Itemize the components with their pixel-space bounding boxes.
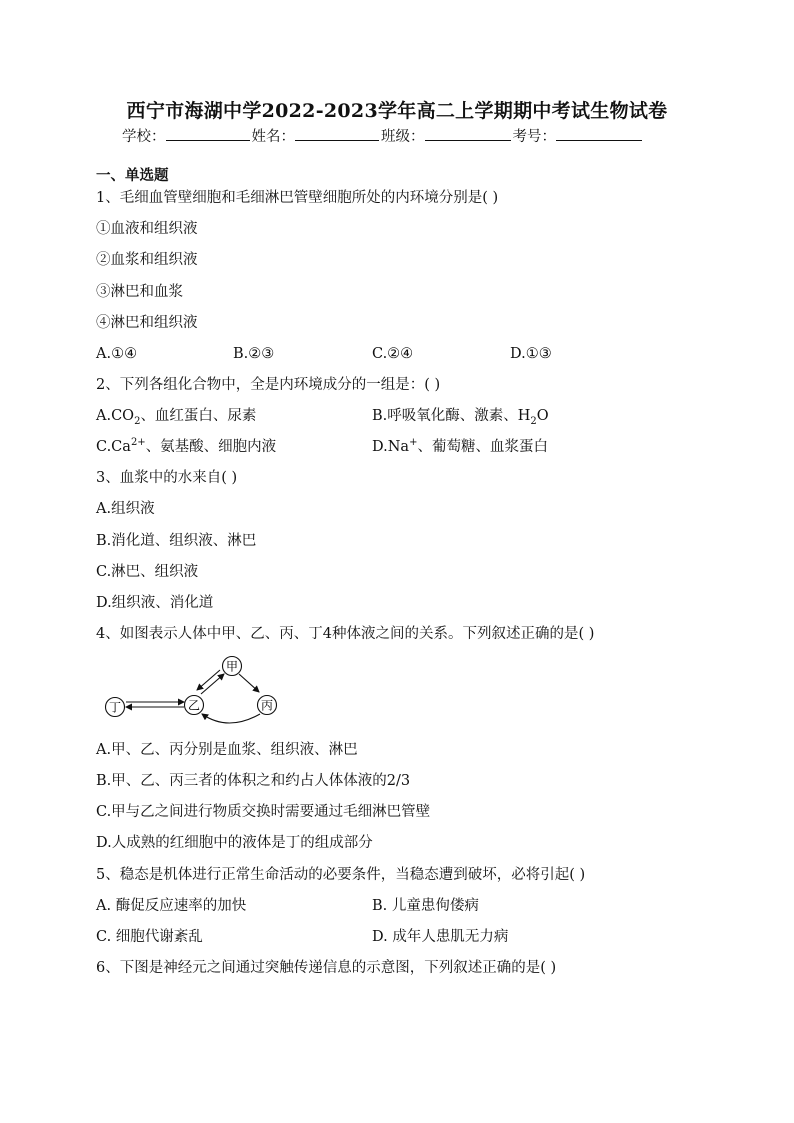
arrow-bing-to-yi xyxy=(202,714,260,723)
body-fluid-diagram xyxy=(100,652,290,728)
q3-option-c: C.淋巴、组织液 xyxy=(96,564,199,580)
q2-stem: 2、下列各组化合物中，全是内环境成分的一组是：( ) xyxy=(96,377,441,393)
q5-option-b: B. 儿童患佝偻病 xyxy=(372,898,479,914)
q4-option-c: C.甲与乙之间进行物质交换时需要通过毛细淋巴管壁 xyxy=(96,804,431,820)
class-label: 班级： xyxy=(381,129,425,145)
q4-option-a: A.甲、乙、丙分别是血浆、组织液、淋巴 xyxy=(96,742,358,758)
exam-number-blank xyxy=(556,124,642,141)
q2-option-a: $A.CO_2$、血红蛋白、尿素 xyxy=(96,408,257,427)
q4-option-b: B.甲、乙、丙三者的体积之和约占人体体液的2/3 xyxy=(96,773,411,789)
school-label: 学校： xyxy=(122,129,166,145)
q5-option-c: C. 细胞代谢紊乱 xyxy=(96,929,203,945)
q2-option-d: D.Na+、葡萄糖、血浆蛋白 xyxy=(372,437,548,455)
exam-number-label: 考号： xyxy=(512,129,556,145)
node-yi-label: 乙 xyxy=(187,698,201,713)
q3-stem: 3、血浆中的水来自( ) xyxy=(96,470,238,486)
class-blank xyxy=(425,124,511,141)
student-info-row xyxy=(122,124,644,146)
section-title: 一、单选题 xyxy=(96,167,169,184)
node-jia-label: 甲 xyxy=(225,659,239,674)
exam-title: 西宁市海湖中学2022-2023学年高二上学期期中考试生物试卷 xyxy=(126,100,668,122)
q3-option-d: D.组织液、消化道 xyxy=(96,595,214,611)
q5-stem: 5、稳态是机体进行正常生命活动的必要条件，当稳态遭到破坏，必将引起( ) xyxy=(96,867,586,883)
q1-item-3: ③淋巴和血浆 xyxy=(96,284,183,300)
node-bing-label: 丙 xyxy=(260,698,274,713)
arrow-jia-to-bing xyxy=(239,674,259,692)
node-ding-label: 丁 xyxy=(108,700,122,715)
name-blank xyxy=(295,124,379,141)
q6-stem: 6、下图是神经元之间通过突触传递信息的示意图，下列叙述正确的是( ) xyxy=(96,960,557,976)
q5-option-d: D. 成年人患肌无力病 xyxy=(372,929,509,945)
q1-option-c: C.②④ xyxy=(372,346,414,362)
q4-option-d: D.人成熟的红细胞中的液体是丁的组成部分 xyxy=(96,835,373,851)
q1-item-2: ②血浆和组织液 xyxy=(96,252,198,268)
q1-option-b: B.②③ xyxy=(233,346,275,362)
school-blank xyxy=(166,124,250,141)
name-label: 姓名： xyxy=(251,129,295,145)
q1-option-d: D.①③ xyxy=(510,346,552,362)
q2-option-b: B.呼吸氧化酶、激素、$H_2O$ xyxy=(372,408,549,427)
q2-option-c: $C.Ca^{2+}$、氨基酸、细胞内液 xyxy=(96,437,277,455)
q1-item-4: ④淋巴和组织液 xyxy=(96,315,198,331)
q4-stem: 4、如图表示人体中甲、乙、丙、丁4种体液之间的关系。下列叙述正确的是( ) xyxy=(96,626,595,642)
q1-stem: 1、毛细血管壁细胞和毛细淋巴管壁细胞所处的内环境分别是( ) xyxy=(96,190,499,206)
q3-option-b: B.消化道、组织液、淋巴 xyxy=(96,533,257,549)
q1-item-1: ①血液和组织液 xyxy=(96,221,198,237)
q1-option-a: A.①④ xyxy=(96,346,138,362)
q3-option-a: A.组织液 xyxy=(96,501,155,517)
q5-option-a: A. 酶促反应速率的加快 xyxy=(96,898,247,914)
